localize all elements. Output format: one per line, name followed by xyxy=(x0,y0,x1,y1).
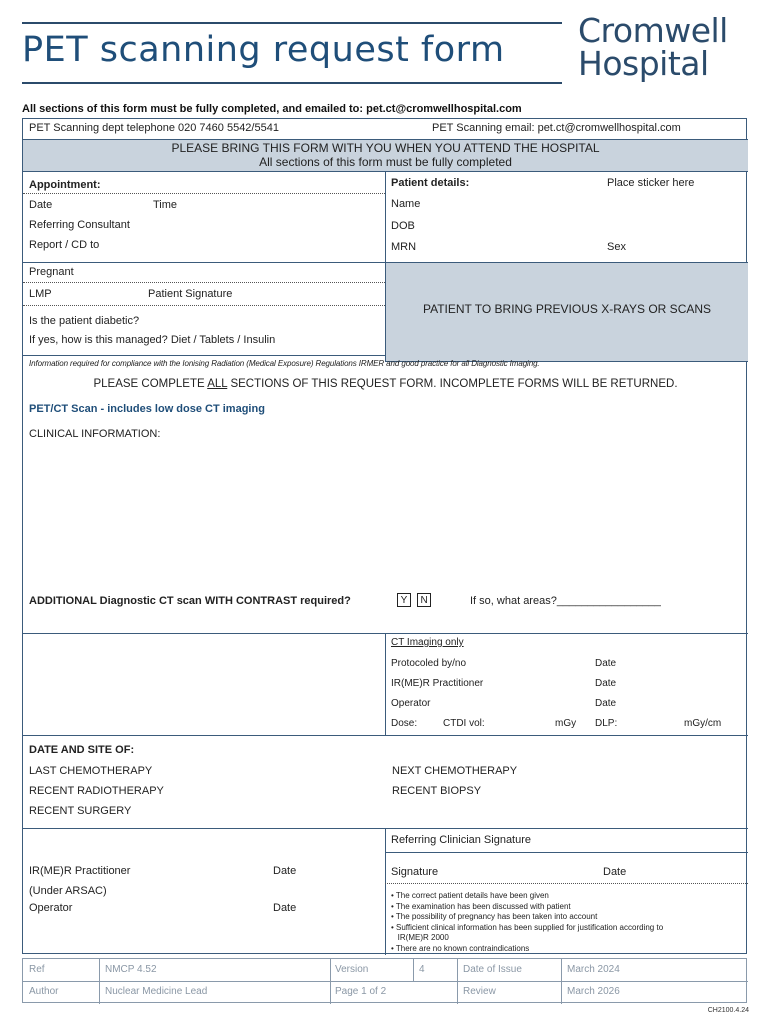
patient-signature-field[interactable]: Patient Signature xyxy=(148,288,233,300)
clinician-date-field[interactable]: Date xyxy=(603,866,627,878)
complete-all-notice xyxy=(23,378,748,390)
xray-notice-panel xyxy=(386,263,748,361)
patient-mrn-field[interactable]: MRN xyxy=(391,241,417,253)
checklist-item: • The possibility of pregnancy has been taken into account xyxy=(391,912,598,921)
divider xyxy=(385,633,386,735)
contact-email: PET Scanning email: pet.ct@cromwellhospital.com xyxy=(432,122,681,134)
form-code: CH2100.4.24 xyxy=(707,1007,749,1014)
ct-practitioner-date-field[interactable]: Date xyxy=(595,678,617,689)
checklist-item: • Sufficient clinical information has been supplied for justification according to xyxy=(391,922,664,932)
recent-surgery-field[interactable]: RECENT SURGERY xyxy=(29,805,132,817)
banner-line-2: All sections of this form must be fully completed xyxy=(259,155,512,169)
author-label: Author xyxy=(29,986,59,997)
author-value: Nuclear Medicine Lead xyxy=(105,986,208,997)
hospital-logo xyxy=(578,11,728,83)
clinician-signature-heading: Referring Clinician Signature xyxy=(391,834,532,846)
ct-operator-field[interactable]: Operator xyxy=(391,698,431,709)
signoff-operator-field[interactable]: Operator xyxy=(29,902,73,914)
issue-label: Date of Issue xyxy=(463,964,522,975)
divider xyxy=(413,959,414,981)
protocoled-by-field[interactable]: Protocoled by/no xyxy=(391,658,467,669)
ct-imaging-heading: CT Imaging only xyxy=(391,637,464,648)
dose-label: Dose: xyxy=(391,718,418,729)
date-site-heading: DATE AND SITE OF: xyxy=(29,744,135,756)
contact-phone: PET Scanning dept telephone 020 7460 5542/5541 xyxy=(29,122,279,134)
signoff-practitioner-field[interactable]: IR(ME)R Practitioner xyxy=(29,865,131,877)
contrast-options xyxy=(397,593,434,607)
contrast-question: ADDITIONAL Diagnostic CT scan WITH CONTRAST required? xyxy=(29,595,351,607)
diabetes-management-field[interactable]: If yes, how is this managed? Diet / Tablets / Insulin xyxy=(29,334,276,346)
scan-type-heading: PET/CT Scan - includes low dose CT imaging xyxy=(29,403,265,415)
divider xyxy=(385,828,386,955)
notice-end: SECTIONS OF THIS REQUEST FORM. INCOMPLETE FORMS WILL BE RETURNED. xyxy=(227,378,678,390)
report-cd-field[interactable]: Report / CD to xyxy=(29,239,100,251)
compliance-note: Information required for compliance with the Ionising Radiation (Medical Exposure) Regulations IRMER and good practice for all Diagnostic Imaging. xyxy=(29,359,540,368)
patient-details-heading: Patient details: xyxy=(391,177,470,189)
version-value: 4 xyxy=(419,964,425,975)
dlp-field[interactable]: DLP: xyxy=(595,718,618,729)
divider xyxy=(23,282,385,283)
logo-line-1: Cromwell xyxy=(578,11,728,50)
clinician-signature-field[interactable]: Signature xyxy=(391,866,439,878)
divider xyxy=(23,193,385,194)
divider xyxy=(561,959,562,1004)
checklist-item: • There are no known contraindications xyxy=(391,943,530,953)
signoff-operator-date-field[interactable]: Date xyxy=(273,902,297,914)
document-control-table xyxy=(22,958,747,1003)
ref-value: NMCP 4.52 xyxy=(105,964,157,975)
patient-sex-field[interactable]: Sex xyxy=(607,241,626,253)
sticker-label: Place sticker here xyxy=(607,177,695,189)
contrast-areas-field[interactable]: If so, what areas?_________________ xyxy=(470,595,661,607)
ctdi-unit: mGy xyxy=(555,718,577,729)
xray-notice: PATIENT TO BRING PREVIOUS X-RAYS OR SCANS xyxy=(422,302,712,316)
divider xyxy=(23,355,385,356)
appointment-time-field[interactable]: Time xyxy=(153,199,178,211)
checklist xyxy=(391,891,663,954)
page-title: PET scanning request form xyxy=(22,30,505,70)
issue-value: March 2024 xyxy=(567,964,620,975)
version-label: Version xyxy=(335,964,369,975)
divider xyxy=(457,959,458,1004)
attend-banner xyxy=(23,140,748,171)
contrast-no-checkbox[interactable]: N xyxy=(417,593,431,607)
divider xyxy=(385,883,748,884)
patient-dob-field[interactable]: DOB xyxy=(391,220,415,232)
last-chemo-field[interactable]: LAST CHEMOTHERAPY xyxy=(29,765,153,777)
signoff-practitioner-date-field[interactable]: Date xyxy=(273,865,297,877)
dlp-unit: mGy/cm xyxy=(684,718,722,729)
clinical-information-field[interactable]: CLINICAL INFORMATION: xyxy=(29,428,161,440)
title-rule-bottom xyxy=(22,82,562,84)
arsac-label: (Under ARSAC) xyxy=(29,885,107,897)
appointment-date-field[interactable]: Date xyxy=(29,199,53,211)
checklist-item: IR(ME)R 2000 xyxy=(391,933,449,942)
divider xyxy=(23,305,385,306)
ct-practitioner-field[interactable]: IR(ME)R Practitioner xyxy=(391,678,484,689)
divider xyxy=(23,981,748,982)
patient-name-field[interactable]: Name xyxy=(391,198,421,210)
divider xyxy=(99,959,100,1004)
protocoled-date-field[interactable]: Date xyxy=(595,658,617,669)
form-frame xyxy=(22,118,747,954)
contrast-yes-checkbox[interactable]: Y xyxy=(397,593,411,607)
appointment-heading: Appointment: xyxy=(29,179,101,191)
banner-line-1: PLEASE BRING THIS FORM WITH YOU WHEN YOU ATTEND THE HOSPITAL xyxy=(171,141,600,155)
notice-all: ALL xyxy=(207,378,228,390)
lmp-field[interactable]: LMP xyxy=(29,288,52,300)
logo-line-2: Hospital xyxy=(578,44,709,83)
checklist-item: • The examination has been discussed with patient xyxy=(391,901,571,911)
title-rule-top xyxy=(22,22,562,24)
next-chemo-field[interactable]: NEXT CHEMOTHERAPY xyxy=(392,765,518,777)
page-number: Page 1 of 2 xyxy=(335,986,387,997)
notice-start: PLEASE COMPLETE xyxy=(93,378,208,390)
divider xyxy=(385,852,748,853)
pregnant-field[interactable]: Pregnant xyxy=(29,266,74,278)
referring-consultant-field[interactable]: Referring Consultant xyxy=(29,219,130,231)
diabetic-question[interactable]: Is the patient diabetic? xyxy=(29,315,140,327)
checklist-item: • The correct patient details have been given xyxy=(391,891,549,900)
recent-radio-field[interactable]: RECENT RADIOTHERAPY xyxy=(29,785,164,797)
divider xyxy=(23,735,748,736)
ct-operator-date-field[interactable]: Date xyxy=(595,698,617,709)
ref-label: Ref xyxy=(29,964,45,975)
divider xyxy=(330,959,331,1004)
intro-instruction: All sections of this form must be fully completed, and emailed to: pet.ct@cromwellhospital.com xyxy=(22,103,522,115)
review-label: Review xyxy=(463,986,496,997)
ctdi-field[interactable]: CTDI vol: xyxy=(443,718,485,729)
review-value: March 2026 xyxy=(567,986,620,997)
recent-biopsy-field[interactable]: RECENT BIOPSY xyxy=(392,785,482,797)
